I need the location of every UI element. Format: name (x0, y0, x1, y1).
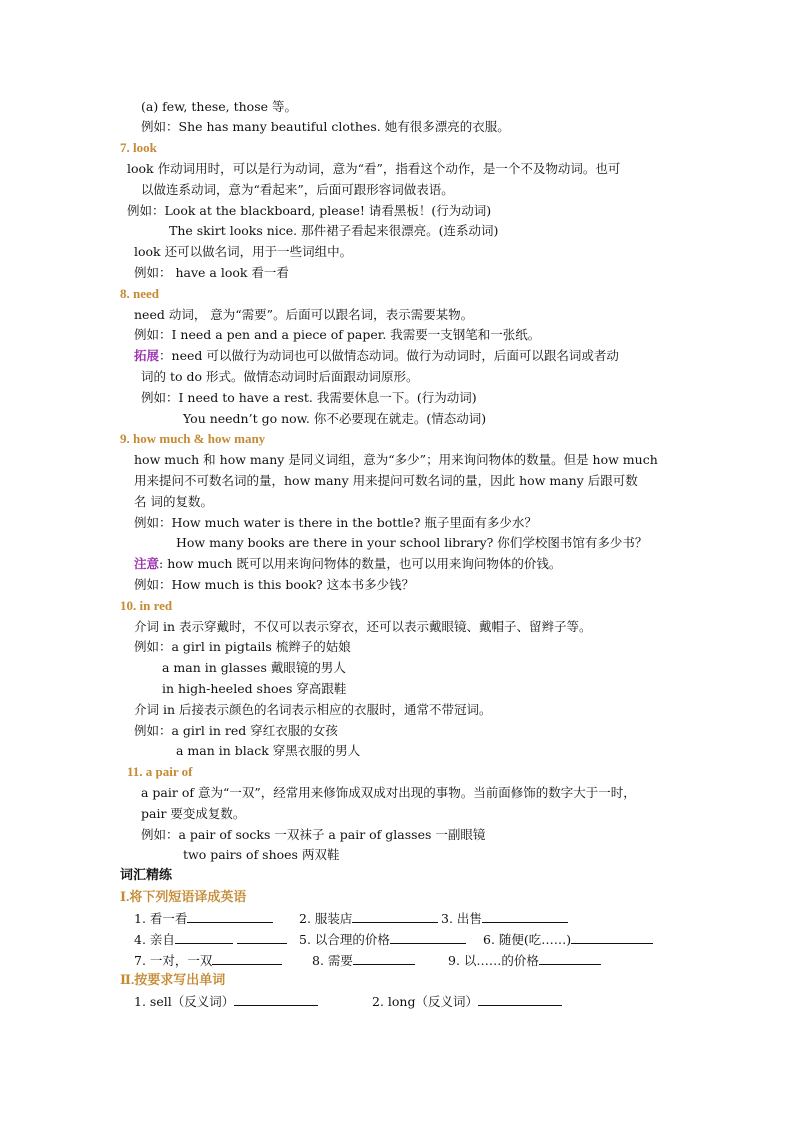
extension-text: ：need 可以做行为动词也可以做情态动词。做行为动词时，后面可以跟名词或者动 (159, 348, 619, 363)
attention-note (134, 554, 561, 574)
example-line: 例如：How much is this book? 这本书多少钱？ (134, 577, 415, 592)
section-heading-need: 8. need (120, 286, 159, 301)
example-line: 例如：I need a pen and a piece of paper. 我需要一支钢笔和一张纸。 (134, 327, 541, 342)
answer-blank[interactable] (187, 908, 273, 923)
answer-blank[interactable] (212, 950, 282, 965)
answer-blank[interactable] (478, 991, 562, 1006)
exercise-item-label: 5. 以合理的价格 (299, 932, 390, 947)
exercise-item-label: 3. 出售 (441, 911, 482, 926)
section-heading-how-much: 9. how much & how many (120, 431, 266, 446)
exercise-item (134, 950, 282, 971)
answer-blank[interactable] (571, 929, 653, 944)
exercise-item (312, 950, 415, 971)
exercise-item-label: 4. 亲自 (134, 932, 175, 947)
exercise-item-label: 1. 看一看 (134, 911, 188, 926)
answer-blank[interactable] (482, 908, 568, 923)
answer-blank[interactable] (390, 929, 466, 944)
text-line: how much 和 how many 是同义词组，意为“多少”；用来询问物体的数量。但是 how much (134, 452, 658, 467)
section-heading-in-red: 10. in red (120, 598, 173, 613)
text-line: a pair of 意为“一双”，经常用来修饰成双成对出现的事物。当前面修饰的数字大于一时， (141, 785, 636, 800)
example-line: 例如：a girl in pigtails 梳辫子的姑娘 (134, 639, 351, 654)
example-line: How many books are there in your school library? 你们学校图书馆有多少书？ (176, 535, 648, 550)
extension-label: 拓展 (134, 348, 160, 363)
text-line: 以做连系动词，意为“看起来”，后面可跟形容词做表语。 (141, 182, 454, 197)
answer-blank[interactable] (539, 950, 601, 965)
text-line: (a) few, these, those 等。 (141, 99, 297, 114)
exercise-title: 词汇精练 (120, 868, 173, 883)
exercise-item-label: 2. long（反义词） (372, 994, 478, 1009)
answer-blank[interactable] (352, 908, 438, 923)
answer-blank[interactable] (237, 929, 287, 944)
example-line: 例如：How much water is there in the bottle? 瓶子里面有多少水？ (134, 515, 537, 530)
exercise-item (299, 908, 438, 929)
example-line: in high-heeled shoes 穿高跟鞋 (162, 681, 347, 696)
exercise-item-label: 7. 一对，一双 (134, 953, 213, 968)
example-line: 例如：a girl in red 穿红衣服的女孩 (134, 723, 338, 738)
exercise-item (483, 929, 653, 950)
exercise-item-label: 9. 以……的价格 (448, 953, 539, 968)
example-line: a man in glasses 戴眼镜的男人 (162, 660, 346, 675)
section-heading-look: 7. look (120, 140, 157, 155)
exercise-item-label: 2. 服装店 (299, 911, 353, 926)
exercise-item-label: 1. sell（反义词） (134, 994, 235, 1009)
text-line: 用来提问不可数名词的量，how many 用来提问可数名词的量，因此 how many 后跟可数 (134, 473, 638, 488)
attention-text: : how much 既可以用来询问物体的数量，也可以用来询问物体的价钱。 (159, 556, 562, 571)
answer-blank[interactable] (234, 991, 318, 1006)
example-line: a man in black 穿黑衣服的男人 (176, 743, 361, 758)
text-line: look 还可以做名词，用于一些词组中。 (134, 244, 353, 259)
answer-blank[interactable] (175, 929, 233, 944)
example-line: 例如： have a look 看一看 (134, 265, 289, 280)
exercise-item (134, 929, 287, 950)
example-line: You needn’t go now. 你不必要现在就走。(情态动词) (183, 411, 487, 426)
exercise-item (441, 908, 568, 929)
exercise-item (372, 991, 562, 1012)
exercise-item (299, 929, 466, 950)
example-line: 例如：a pair of socks 一双袜子 a pair of glasses 一副眼镜 (141, 827, 486, 842)
text-line: 介词 in 表示穿戴时，不仅可以表示穿衣，还可以表示戴眼镜、戴帽子、留辫子等。 (134, 619, 592, 634)
section-heading-a-pair-of: 11. a pair of (127, 764, 193, 779)
exercise-part-1-heading: Ⅰ.将下列短语译成英语 (120, 889, 247, 904)
example-line: 例如：I need to have a rest. 我需要休息一下。(行为动词) (141, 390, 477, 405)
extension-note (134, 346, 619, 366)
exercise-item (134, 991, 318, 1012)
text-line: 介词 in 后接表示颜色的名词表示相应的衣服时，通常不带冠词。 (134, 702, 492, 717)
exercise-item-label: 8. 需要 (312, 953, 353, 968)
example-line: The skirt looks nice. 那件裙子看起来很漂亮。(连系动词) (169, 223, 499, 238)
text-line: 名 词的复数。 (134, 494, 213, 509)
example-line: 例如：She has many beautiful clothes. 她有很多漂亮的衣服。 (141, 119, 510, 134)
exercise-item (448, 950, 601, 971)
exercise-item-label: 6. 随便(吃……) (483, 932, 572, 947)
exercise-part-2-heading: Ⅱ.按要求写出单词 (120, 972, 226, 987)
attention-label: 注意 (134, 556, 160, 571)
example-line: two pairs of shoes 两双鞋 (183, 847, 340, 862)
text-line: 词的 to do 形式。做情态动词时后面跟动词原形。 (141, 369, 419, 384)
exercise-item (134, 908, 273, 929)
example-line: 例如：Look at the blackboard, please! 请看黑板！(行为动词) (127, 203, 492, 218)
text-line: pair 要变成复数。 (141, 806, 246, 821)
answer-blank[interactable] (353, 950, 415, 965)
text-line: need 动词， 意为“需要”。后面可以跟名词，表示需要某物。 (134, 307, 474, 322)
text-line: look 作动词用时，可以是行为动词，意为“看”，指看这个动作，是一个不及物动词。也可 (127, 161, 621, 176)
